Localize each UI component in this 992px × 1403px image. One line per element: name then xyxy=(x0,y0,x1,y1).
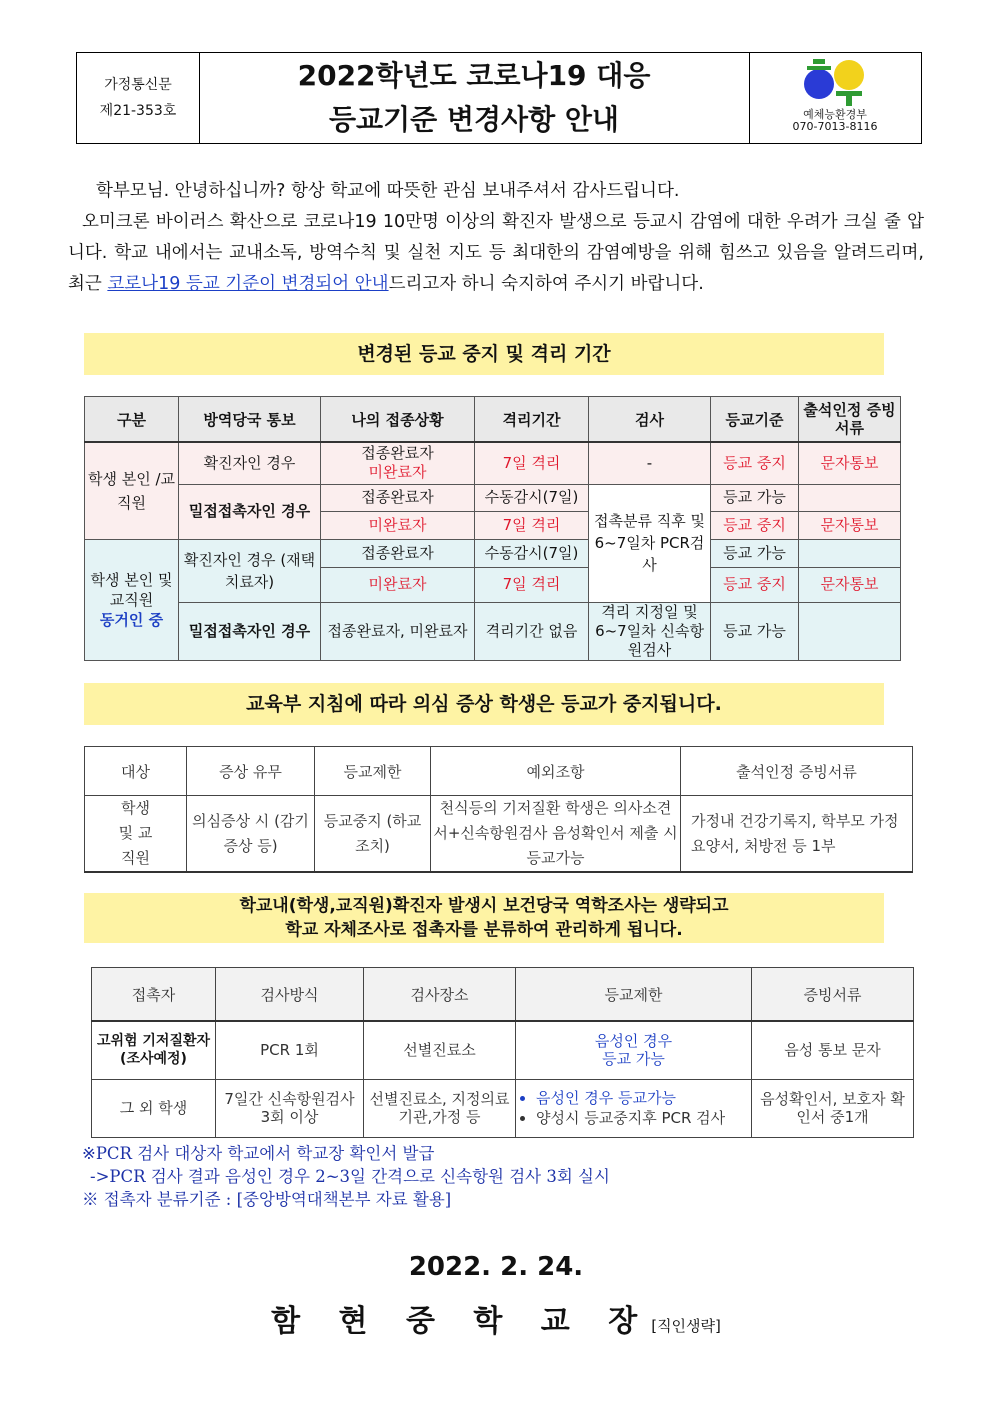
intro-body-end: 드리고자 하니 숙지하여 주시기 바랍니다. xyxy=(388,274,704,294)
contact-doc: 음성 통보 문자 xyxy=(752,1021,914,1079)
department-logo-block xyxy=(749,53,921,143)
status-cell: 등교 중지 xyxy=(711,511,799,539)
page-title xyxy=(199,53,750,143)
contact-place: 선별진료소 xyxy=(364,1021,516,1079)
intro-body-text: 오미크론 바이러스 확산으로 코로나19 10만명 이상의 확진자 발생으로 등교시 감염에 대한 우려가 크실 줄 압니다. 학교 내에서는 교내소독, 방역수칙 및 실천 지도 등 최대한의 감염예방을 위해 힘쓰고 있음을 알려드리며, 최근 xyxy=(68,212,924,294)
doc-cell xyxy=(799,602,901,660)
symptom-table xyxy=(84,746,913,873)
col-header: 등교제한 xyxy=(315,747,431,796)
vacc-cell: 미완료자 xyxy=(321,567,475,602)
col-header: 접촉자 xyxy=(92,968,216,1022)
table-header-row xyxy=(92,968,914,1022)
list-item: • 음성인 경우 등교가능 xyxy=(536,1088,749,1108)
iso-cell: 격리기간 없음 xyxy=(475,602,589,660)
doc-cell xyxy=(799,484,901,511)
status-cell: 등교 중지 xyxy=(711,567,799,602)
document-header xyxy=(76,52,922,144)
table-row xyxy=(85,602,901,660)
col-header: 출석인정 증빙서류 xyxy=(681,747,913,796)
principal-signature xyxy=(0,1296,992,1340)
col-header: 나의 접종상황 xyxy=(321,397,475,443)
status-cell: 등교 가능 xyxy=(711,539,799,567)
case-cell: 밀접접촉자인 경우 xyxy=(179,602,321,660)
doc-info xyxy=(77,53,200,143)
footnotes xyxy=(82,1142,610,1211)
doc-number: 제21-353호 xyxy=(99,103,177,119)
table-header-row xyxy=(85,747,913,796)
vacc-cell: 접종완료자 xyxy=(321,539,475,567)
list-item: • 양성시 등교중지후 PCR 검사 xyxy=(536,1108,749,1128)
symptom-cell: 의심증상 시 (감기증상 등) xyxy=(187,796,315,873)
table-row xyxy=(85,796,913,873)
status-cell: 등교 가능 xyxy=(711,484,799,511)
table-header-row xyxy=(85,397,901,443)
intro-body xyxy=(68,207,924,300)
col-header: 등교제한 xyxy=(516,968,752,1022)
col-header: 증빙서류 xyxy=(752,968,914,1022)
iso-cell: 7일 격리 xyxy=(475,567,589,602)
group-cohabitant-text: 학생 본인 및 교직원 xyxy=(90,570,173,609)
phone-number: 070-7013-8116 xyxy=(792,120,878,133)
section1-banner-text: 변경된 등교 중지 및 격리 기간 xyxy=(357,343,611,365)
section3-banner xyxy=(84,893,884,943)
contact-limit: 음성인 경우 등교 가능 xyxy=(516,1021,752,1079)
group-self: 학생 본인 /교직원 xyxy=(85,442,179,539)
status-cell: 등교 중지 xyxy=(711,442,799,484)
doc-cell: 문자통보 xyxy=(799,442,901,484)
contact-place: 선별진료소, 지정의료기관,가정 등 xyxy=(364,1079,516,1137)
greeting-text: 학부모님. 안녕하십니까? 항상 학교에 따뜻한 관심 보내주셔서 감사드립니다. xyxy=(96,181,680,201)
case-cell: 확진자인 경우 xyxy=(179,442,321,484)
iso-cell: 수동감시(7일) xyxy=(475,539,589,567)
test-cell: 접촉분류 직후 및 6~7일차 PCR검사 xyxy=(589,484,711,602)
issue-date: 2022. 2. 24. xyxy=(408,1252,584,1282)
contact-who: 고위험 기저질환자 (조사예정) xyxy=(92,1021,216,1079)
title-line1: 2022학년도 코로나19 대응 xyxy=(297,59,651,92)
table-row xyxy=(85,539,901,567)
status-cell: 등교 가능 xyxy=(711,602,799,660)
isolation-table xyxy=(84,396,901,661)
contact-method: 7일간 신속항원검사 3회 이상 xyxy=(216,1079,364,1137)
section1-banner xyxy=(84,333,884,375)
col-header: 방역당국 통보 xyxy=(179,397,321,443)
note-1: ※PCR 검사 대상자 학교에서 학교장 확인서 발급 xyxy=(82,1144,435,1163)
contact-who: 그 외 학생 xyxy=(92,1079,216,1137)
section2-banner-text: 교육부 지침에 따라 의심 증상 학생은 등교가 중지됩니다. xyxy=(246,693,722,715)
table-row xyxy=(92,1021,914,1079)
table-row xyxy=(85,484,901,511)
test-cell: - xyxy=(589,442,711,484)
test-cell: 격리 지정일 및 6~7일차 신속항원검사 xyxy=(589,602,711,660)
contact-table xyxy=(91,967,914,1138)
vacc-not: 미완료자 xyxy=(368,463,427,482)
seal-note: [직인생략] xyxy=(651,1317,721,1335)
contact-doc: 음성확인서, 보호자 확인서 중1개 xyxy=(752,1079,914,1137)
table-row xyxy=(85,442,901,484)
intro-paragraph xyxy=(68,176,924,300)
case-cell: 밀접접촉자인 경우 xyxy=(179,484,321,539)
col-header: 검사 xyxy=(589,397,711,443)
section2-banner xyxy=(84,683,884,725)
doc-cell: 문자통보 xyxy=(799,511,901,539)
iso-cell: 7일 격리 xyxy=(475,442,589,484)
restrict-cell: 등교중지 (하교조치) xyxy=(315,796,431,873)
col-header: 구분 xyxy=(85,397,179,443)
contact-limit xyxy=(516,1079,752,1137)
col-header: 예외조항 xyxy=(431,747,681,796)
notice-link-text: 코로나19 등교 기준이 변경되어 안내 xyxy=(107,274,389,294)
col-header: 등교기준 xyxy=(711,397,799,443)
principal-name: 함 현 중 학 교 장 xyxy=(271,1304,652,1339)
col-header: 격리기간 xyxy=(475,397,589,443)
col-header: 검사장소 xyxy=(364,968,516,1022)
iso-cell: 수동감시(7일) xyxy=(475,484,589,511)
vacc-cell: 미완료자 xyxy=(321,511,475,539)
contact-limit-list xyxy=(518,1088,749,1128)
group-cohabitant-highlight: 동거인 중 xyxy=(99,610,164,629)
vacc-cell xyxy=(321,442,475,484)
col-header: 대상 xyxy=(85,747,187,796)
section3-banner-line2: 학교 자체조사로 접촉자를 분류하여 관리하게 됩니다. xyxy=(285,920,683,940)
vacc-cell: 접종완료자, 미완료자 xyxy=(321,602,475,660)
exception-cell: 천식등의 기저질환 학생은 의사소견서+신속항원검사 음성확인서 제출 시 등교가능 xyxy=(431,796,681,873)
case-cell: 확진자인 경우 (재택치료자) xyxy=(179,539,321,602)
target-cell: 학생 및 교직원 xyxy=(85,796,187,873)
section3-banner-line1: 학교내(학생,교직원)확진자 발생시 보건당국 역학조사는 생략되고 xyxy=(239,896,729,916)
table-row xyxy=(92,1079,914,1137)
title-line2: 등교기준 변경사항 안내 xyxy=(329,103,619,136)
col-header: 검사방식 xyxy=(216,968,364,1022)
note-3: ※ 접촉자 분류기준 : [중앙방역대책본부 자료 활용] xyxy=(82,1190,452,1209)
vacc-cell: 접종완료자 xyxy=(321,484,475,511)
iso-cell: 7일 격리 xyxy=(475,511,589,539)
vacc-done: 접종완료자 xyxy=(361,444,434,463)
school-logo-icon xyxy=(802,57,868,107)
doc-cell: 문자통보 xyxy=(799,567,901,602)
department-name: 예체능환경부 xyxy=(803,108,867,121)
col-header: 증상 유무 xyxy=(187,747,315,796)
col-header: 출석인정 증빙서류 xyxy=(799,397,901,443)
doc-type: 가정통신문 xyxy=(104,77,172,93)
group-cohabitant xyxy=(85,539,179,660)
doc-cell xyxy=(799,539,901,567)
note-2: ->PCR 검사 결과 음성인 경우 2~3일 간격으로 신속항원 검사 3회 실시 xyxy=(90,1167,610,1186)
docs-cell: 가정내 건강기록지, 학부모 가정요양서, 처방전 등 1부 xyxy=(681,796,913,873)
contact-method: PCR 1회 xyxy=(216,1021,364,1079)
